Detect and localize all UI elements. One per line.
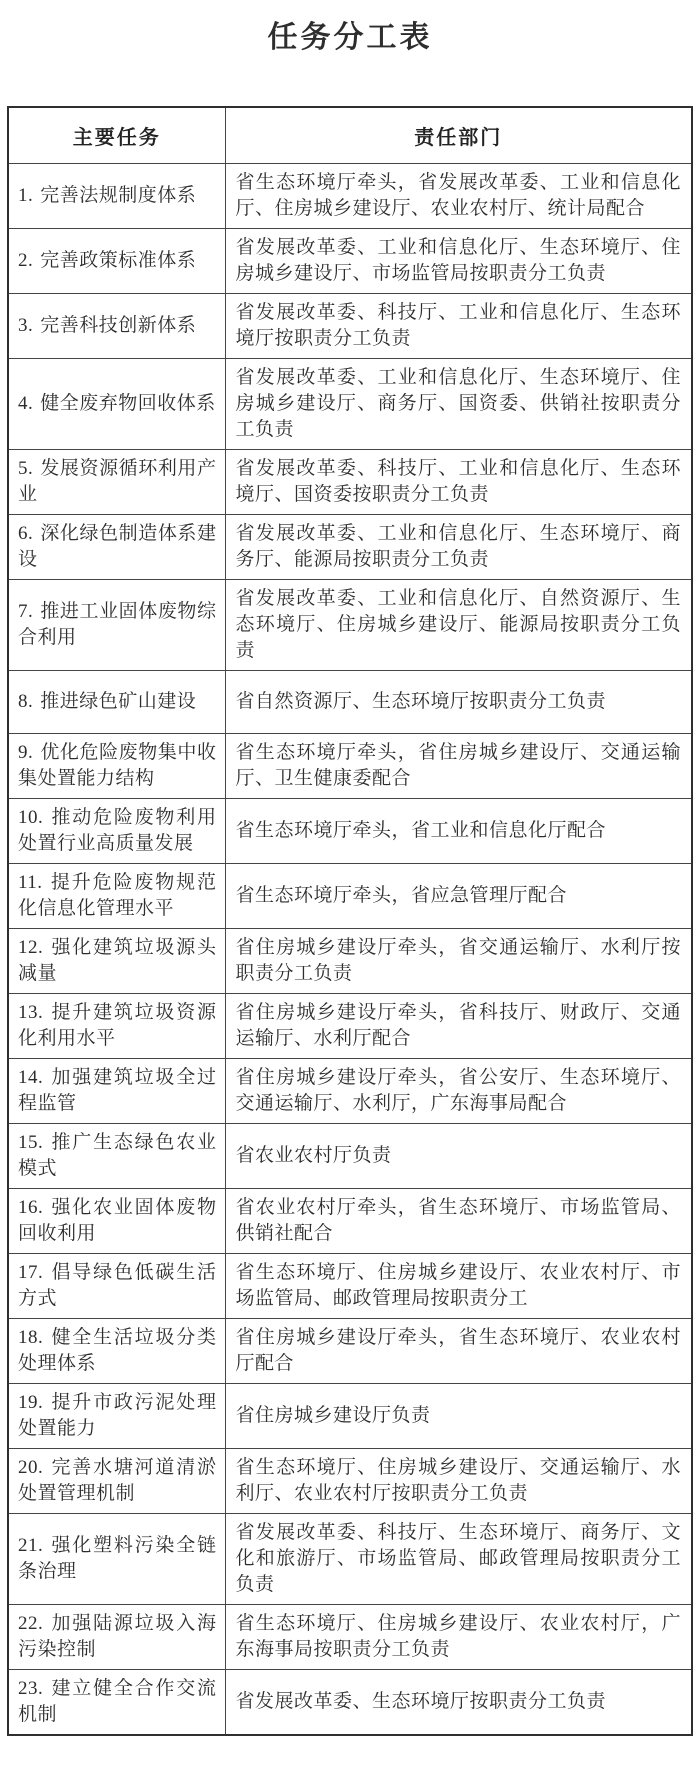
task-label: 推进工业固体废物综合利用 — [18, 601, 217, 648]
task-label: 倡导绿色低碳生活方式 — [18, 1262, 217, 1309]
table-row — [8, 929, 692, 994]
dept-cell: 省住房城乡建设厅牵头，省交通运输厅、水利厅按职责分工负责 — [225, 929, 692, 994]
task-label: 健全废弃物回收体系 — [40, 393, 216, 414]
table-row — [8, 1384, 692, 1449]
task-cell — [8, 734, 225, 799]
task-label: 深化绿色制造体系建设 — [18, 523, 217, 570]
task-label: 加强建筑垃圾全过程监管 — [18, 1067, 217, 1114]
table-row — [8, 994, 692, 1059]
dept-cell: 省生态环境厅牵头，省工业和信息化厅配合 — [225, 799, 692, 864]
dept-cell: 省生态环境厅牵头，省住房城乡建设厅、交通运输厅、卫生健康委配合 — [225, 734, 692, 799]
task-label: 健全生活垃圾分类处理体系 — [18, 1327, 217, 1374]
task-cell — [8, 1384, 225, 1449]
dept-cell: 省住房城乡建设厅负责 — [225, 1384, 692, 1449]
dept-cell: 省农业农村厅牵头，省生态环境厅、市场监管局、供销社配合 — [225, 1189, 692, 1254]
table-row — [8, 1514, 692, 1605]
task-label: 完善法规制度体系 — [40, 185, 197, 206]
task-label: 强化农业固体废物回收利用 — [18, 1197, 217, 1244]
task-number: 9. — [18, 742, 34, 763]
table-row — [8, 294, 692, 359]
table-row — [8, 450, 692, 515]
task-cell — [8, 1124, 225, 1189]
task-cell — [8, 994, 225, 1059]
table-row — [8, 580, 692, 671]
task-number: 7. — [18, 601, 34, 622]
table-row — [8, 1254, 692, 1319]
task-cell — [8, 1059, 225, 1124]
table-row — [8, 799, 692, 864]
task-cell — [8, 1514, 225, 1605]
task-cell — [8, 359, 225, 450]
dept-cell: 省发展改革委、科技厅、工业和信息化厅、生态环境厅、国资委按职责分工负责 — [225, 450, 692, 515]
task-number: 1. — [18, 185, 34, 206]
dept-cell: 省发展改革委、工业和信息化厅、生态环境厅、住房城乡建设厅、商务厅、国资委、供销社按职责分工负责 — [225, 359, 692, 450]
dept-cell: 省住房城乡建设厅牵头，省科技厅、财政厅、交通运输厅、水利厅配合 — [225, 994, 692, 1059]
dept-cell: 省生态环境厅、住房城乡建设厅、农业农村厅、市场监管局、邮政管理局按职责分工 — [225, 1254, 692, 1319]
task-label: 推广生态绿色农业模式 — [18, 1132, 217, 1179]
task-number: 11. — [18, 872, 43, 893]
task-number: 12. — [18, 937, 44, 958]
task-cell — [8, 580, 225, 671]
task-number: 6. — [18, 523, 34, 544]
dept-cell: 省生态环境厅牵头，省应急管理厅配合 — [225, 864, 692, 929]
task-number: 20. — [18, 1457, 44, 1478]
task-label: 提升市政污泥处理处置能力 — [18, 1392, 217, 1439]
task-number: 14. — [18, 1067, 44, 1088]
dept-cell: 省发展改革委、工业和信息化厅、生态环境厅、住房城乡建设厅、市场监管局按职责分工负责 — [225, 229, 692, 294]
task-number: 3. — [18, 315, 34, 336]
column-header-responsible-departments: 责任部门 — [225, 107, 692, 164]
task-label: 推动危险废物利用处置行业高质量发展 — [18, 807, 217, 854]
task-number: 19. — [18, 1392, 44, 1413]
table-row — [8, 734, 692, 799]
dept-cell: 省发展改革委、工业和信息化厅、生态环境厅、商务厅、能源局按职责分工负责 — [225, 515, 692, 580]
table-row — [8, 1605, 692, 1670]
task-number: 15. — [18, 1132, 44, 1153]
task-number: 18. — [18, 1327, 44, 1348]
task-cell — [8, 1670, 225, 1736]
dept-cell: 省农业农村厅负责 — [225, 1124, 692, 1189]
task-number: 10. — [18, 807, 44, 828]
task-division-table — [7, 106, 693, 1736]
dept-cell: 省住房城乡建设厅牵头，省公安厅、生态环境厅、交通运输厅、水利厅，广东海事局配合 — [225, 1059, 692, 1124]
task-table-body — [8, 164, 692, 1736]
table-row — [8, 1449, 692, 1514]
table-row — [8, 1319, 692, 1384]
task-number: 23. — [18, 1678, 44, 1699]
table-header-row — [8, 107, 692, 164]
dept-cell: 省发展改革委、科技厅、生态环境厅、商务厅、文化和旅游厅、市场监管局、邮政管理局按职责分工负责 — [225, 1514, 692, 1605]
dept-cell: 省发展改革委、科技厅、工业和信息化厅、生态环境厅按职责分工负责 — [225, 294, 692, 359]
task-label: 优化危险废物集中收集处置能力结构 — [18, 742, 217, 789]
task-label: 提升建筑垃圾资源化利用水平 — [18, 1002, 217, 1049]
table-row — [8, 515, 692, 580]
column-header-main-tasks: 主要任务 — [8, 107, 225, 164]
task-label: 完善水塘河道清淤处置管理机制 — [18, 1457, 217, 1504]
task-cell — [8, 1449, 225, 1514]
task-cell — [8, 515, 225, 580]
table-row — [8, 1670, 692, 1736]
table-row — [8, 229, 692, 294]
task-label: 强化建筑垃圾源头减量 — [18, 937, 217, 984]
table-row — [8, 671, 692, 734]
table-row — [8, 164, 692, 229]
task-label: 发展资源循环利用产业 — [18, 458, 217, 505]
dept-cell: 省自然资源厅、生态环境厅按职责分工负责 — [225, 671, 692, 734]
task-number: 21. — [18, 1535, 44, 1556]
page-title: 任务分工表 — [267, 21, 433, 54]
dept-cell: 省发展改革委、生态环境厅按职责分工负责 — [225, 1670, 692, 1736]
task-cell — [8, 164, 225, 229]
task-number: 17. — [18, 1262, 44, 1283]
task-cell — [8, 229, 225, 294]
task-number: 13. — [18, 1002, 44, 1023]
table-row — [8, 864, 692, 929]
task-cell — [8, 929, 225, 994]
task-cell — [8, 1319, 225, 1384]
task-label: 完善政策标准体系 — [40, 250, 197, 271]
task-cell — [8, 1254, 225, 1319]
task-cell — [8, 1605, 225, 1670]
task-cell — [8, 671, 225, 734]
dept-cell: 省生态环境厅牵头，省发展改革委、工业和信息化厅、住房城乡建设厅、农业农村厅、统计局配合 — [225, 164, 692, 229]
dept-cell: 省生态环境厅、住房城乡建设厅、交通运输厅、水利厅、农业农村厅按职责分工负责 — [225, 1449, 692, 1514]
task-label: 建立健全合作交流机制 — [18, 1678, 217, 1725]
task-number: 16. — [18, 1197, 44, 1218]
dept-cell: 省发展改革委、工业和信息化厅、自然资源厅、生态环境厅、住房城乡建设厅、能源局按职责分工负责 — [225, 580, 692, 671]
task-cell — [8, 1189, 225, 1254]
dept-cell: 省生态环境厅、住房城乡建设厅、农业农村厅，广东海事局按职责分工负责 — [225, 1605, 692, 1670]
task-cell — [8, 294, 225, 359]
task-cell — [8, 450, 225, 515]
task-number: 4. — [18, 393, 34, 414]
task-number: 8. — [18, 691, 34, 712]
task-cell — [8, 799, 225, 864]
table-row — [8, 1189, 692, 1254]
task-label: 加强陆源垃圾入海污染控制 — [18, 1613, 217, 1660]
task-number: 2. — [18, 250, 34, 271]
task-label: 完善科技创新体系 — [40, 315, 197, 336]
task-number: 5. — [18, 458, 34, 479]
task-label: 提升危险废物规范化信息化管理水平 — [18, 872, 217, 919]
table-row — [8, 359, 692, 450]
table-row — [8, 1124, 692, 1189]
task-cell — [8, 864, 225, 929]
task-number: 22. — [18, 1613, 44, 1634]
dept-cell: 省住房城乡建设厅牵头，省生态环境厅、农业农村厅配合 — [225, 1319, 692, 1384]
table-row — [8, 1059, 692, 1124]
task-label: 强化塑料污染全链条治理 — [18, 1535, 217, 1582]
task-label: 推进绿色矿山建设 — [40, 691, 197, 712]
